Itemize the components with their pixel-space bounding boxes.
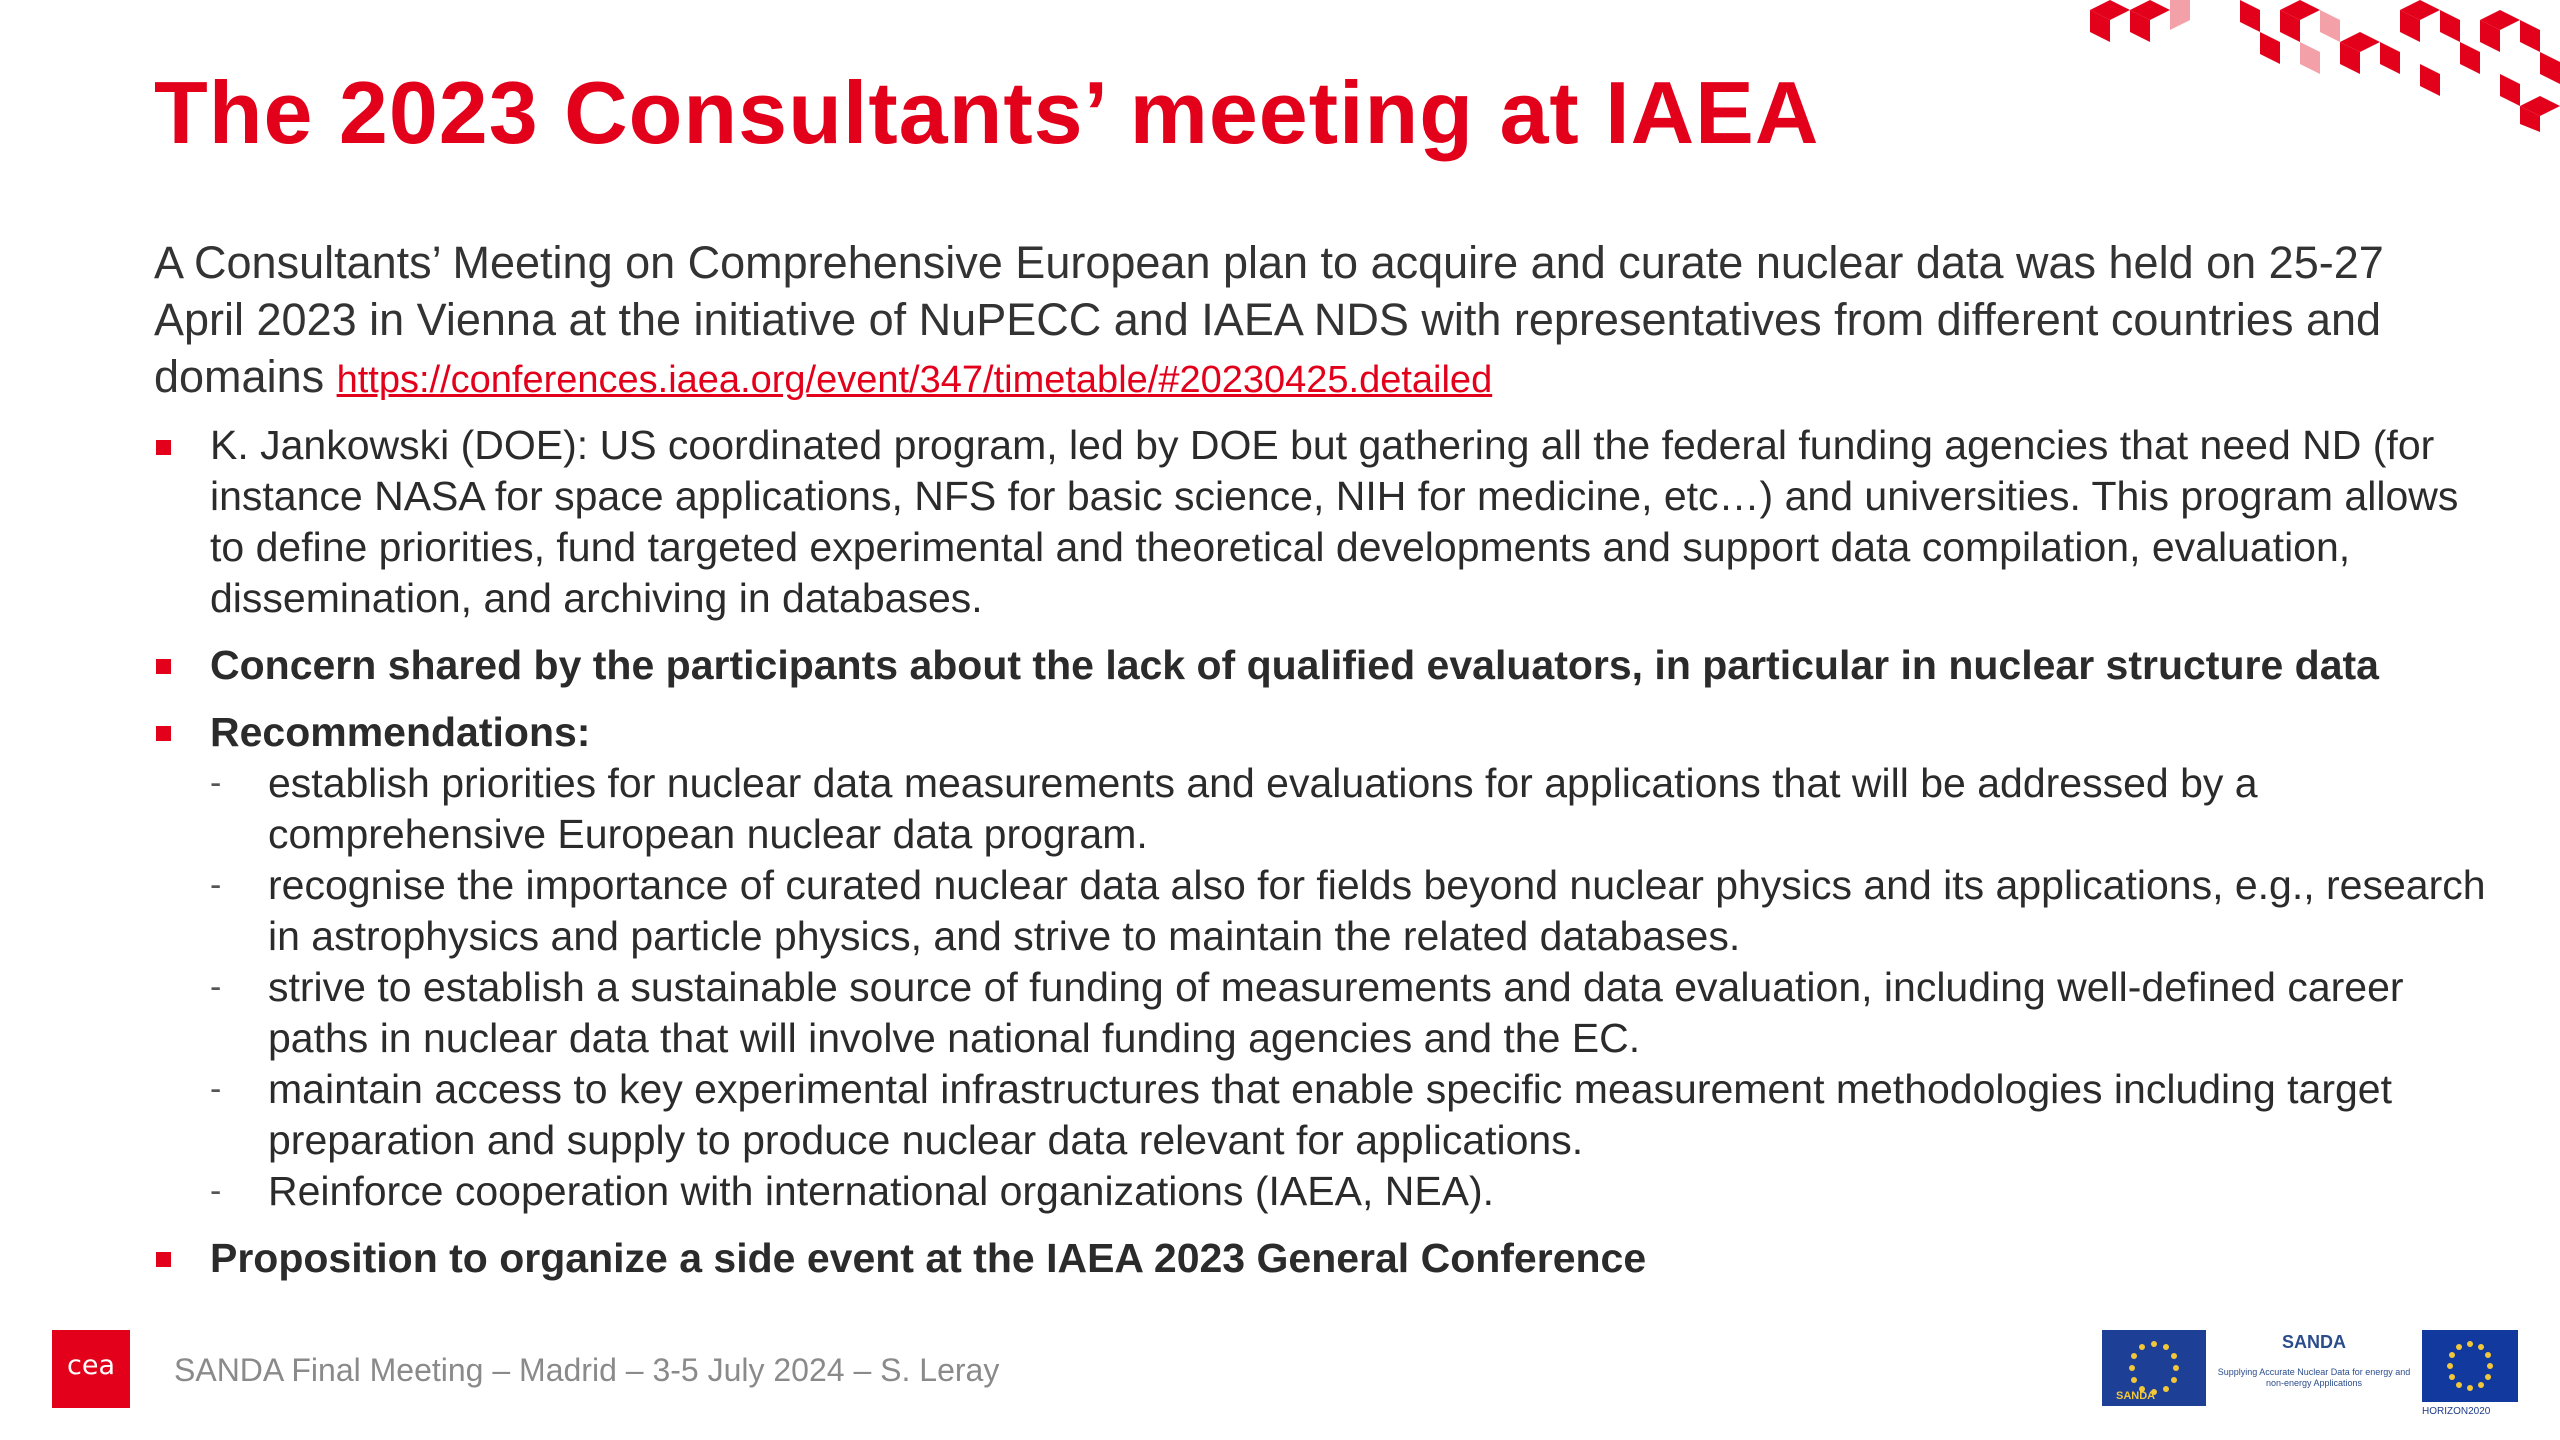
eu-flag-icon	[2422, 1330, 2518, 1402]
bullet-square-icon	[156, 659, 171, 674]
bullet-proposition	[154, 1233, 2494, 1284]
bullet-concern	[154, 640, 2494, 691]
partner-logos	[2102, 1330, 2522, 1417]
bullet-square-icon	[156, 726, 171, 741]
cea-logo-text: cea	[66, 1350, 115, 1381]
recommendation-text: maintain access to key experimental infrastructures that enable specific measurement methodologies including target preparation and supply to produce nuclear data relevant for applications.	[268, 1066, 2392, 1163]
sanda-flag-label: SANDA	[2116, 1390, 2156, 1402]
dash-marker: -	[210, 968, 222, 1006]
footer-text: SANDA Final Meeting – Madrid – 3-5 July 2024 – S. Leray	[174, 1352, 1000, 1388]
cube-pattern-icon	[2090, 0, 2560, 140]
eu-flag-icon	[2102, 1330, 2206, 1406]
dash-marker: -	[210, 764, 222, 802]
slide-title: The 2023 Consultants’ meeting at IAEA	[154, 63, 1820, 162]
recommendation-item	[210, 1166, 2494, 1217]
bullet-recommendations	[154, 707, 2494, 1217]
recommendation-list	[210, 758, 2494, 1217]
sanda-name: SANDA	[2281, 1332, 2346, 1352]
cea-logo-icon	[52, 1330, 130, 1408]
recommendation-text: strive to establish a sustainable source of funding of measurements and data evaluation, including well-defined career paths in nuclear data that will involve national funding agencies and the EC.	[268, 964, 2404, 1061]
bullet-list	[154, 420, 2494, 1300]
recommendation-text: recognise the importance of curated nuclear data also for fields beyond nuclear physics and its applications, e.g., research in astrophysics and particle physics, and strive to maintain the related databases.	[268, 862, 2486, 959]
dash-marker: -	[210, 1172, 222, 1210]
recommendation-item	[210, 758, 2494, 860]
dash-marker: -	[210, 866, 222, 904]
conference-link[interactable]: https://conferences.iaea.org/event/347/timetable/#20230425.detailed	[336, 359, 1493, 401]
intro-text: A Consultants’ Meeting on Comprehensive European plan to acquire and curate nuclear data was held on 25-27 April 2023 in Vienna at the initiative of NuPECC and IAEA NDS with representatives from different countries and domains	[154, 237, 2384, 402]
recommendation-item	[210, 962, 2494, 1064]
bullet-square-icon	[156, 440, 171, 455]
bullet-square-icon	[156, 1252, 171, 1267]
recommendation-item	[210, 1064, 2494, 1166]
recommendation-text: establish priorities for nuclear data measurements and evaluations for applications that will be addressed by a comprehensive European nuclear data program.	[268, 760, 2258, 857]
dash-marker: -	[210, 1070, 222, 1108]
bullet-text: K. Jankowski (DOE): US coordinated program, led by DOE but gathering all the federal funding agencies that need ND (for instance NASA for space applications, NFS for basic science, NIH for medicine, etc…) and universities. This program allows to define priorities, fund targeted experimental and theoretical developments and support data compilation, evaluation, dissemination, and archiving in databases.	[210, 422, 2459, 621]
bullet-text: Recommendations:	[210, 709, 591, 755]
bullet-text: Concern shared by the participants about the lack of qualified evaluators, in particular in nuclear structure data	[210, 642, 2379, 688]
bullet-text: Proposition to organize a side event at the IAEA 2023 General Conference	[210, 1235, 1647, 1281]
horizon2020-label: HORIZON2020	[2422, 1406, 2491, 1417]
recommendation-item	[210, 860, 2494, 962]
bullet-jankowski	[154, 420, 2494, 624]
intro-paragraph	[154, 234, 2414, 409]
sanda-logo	[2214, 1332, 2414, 1389]
sanda-tagline: Supplying Accurate Nuclear Data for energy and non-energy Applications	[2217, 1367, 2411, 1388]
recommendation-text: Reinforce cooperation with international organizations (IAEA, NEA).	[268, 1168, 1495, 1214]
